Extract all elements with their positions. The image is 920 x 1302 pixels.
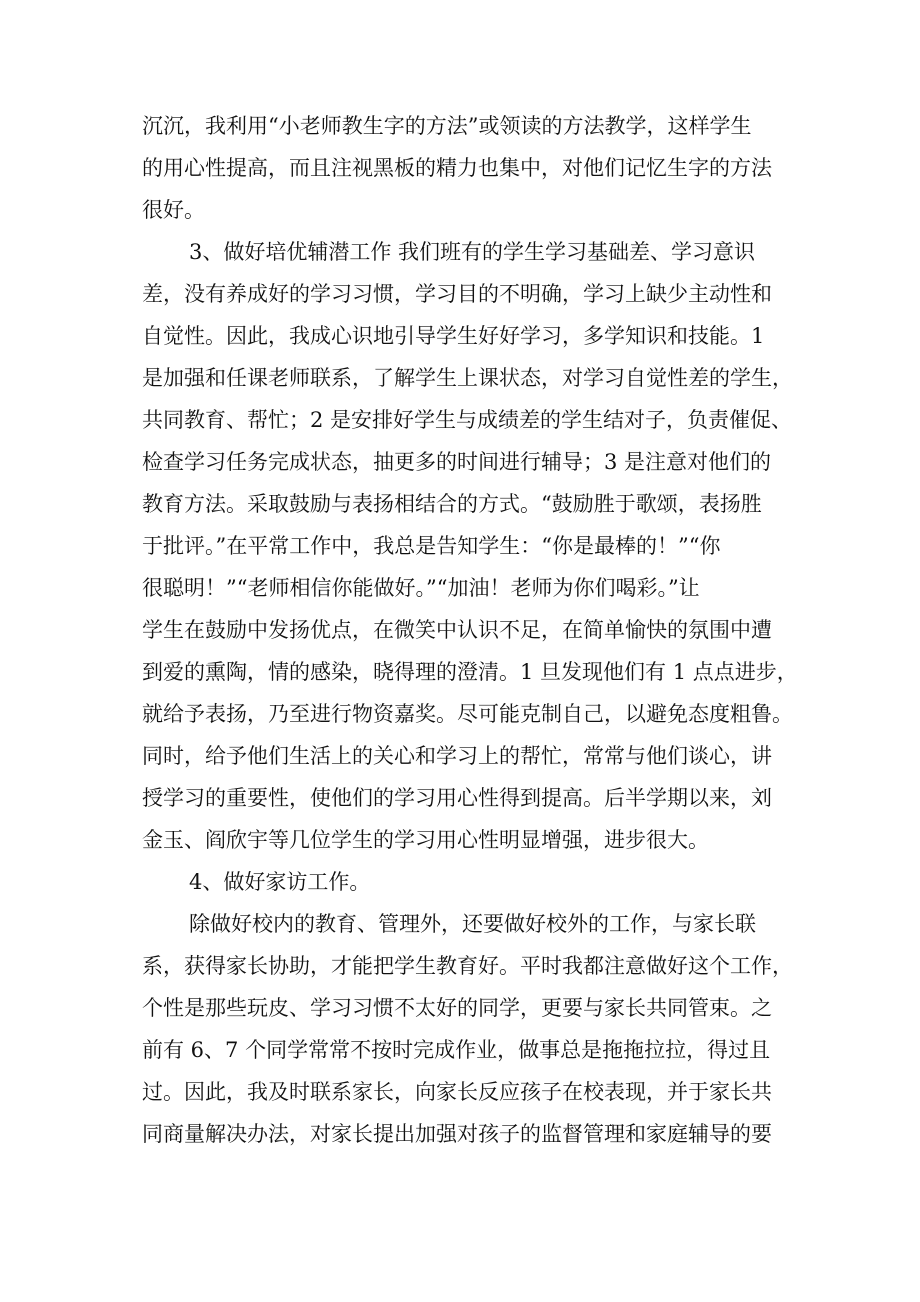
text-line: 很聪明！”“老师相信你能做好。”“加油！老师为你们喝彩。”让 (142, 576, 700, 600)
text-line: 4、做好家访工作。 (189, 870, 371, 894)
text-line: 个性是那些玩皮、学习习惯不太好的同学，更要与家长共同管束。之 (142, 996, 772, 1020)
text-line: 于批评。”在平常工作中，我总是告知学生：“你是最棒的！”“你 (142, 534, 721, 558)
text-line: 很好。 (142, 198, 205, 222)
text-line: 学生在鼓励中发扬优点，在微笑中认识不足，在简单愉快的氛围中遭 (142, 618, 772, 642)
text-line: 前有 6、7 个同学常常不按时完成作业，做事总是拖拖拉拉，得过且 (142, 1038, 771, 1062)
text-line: 的用心性提高，而且注视黑板的精力也集中，对他们记忆生字的方法 (142, 156, 772, 180)
text-line: 过。因此，我及时联系家长，向家长反应孩子在校表现，并于家长共 (142, 1080, 772, 1104)
text-line: 沉沉，我利用“小老师教生字的方法”或领读的方法教学，这样学生 (142, 114, 752, 138)
text-line: 金玉、阎欣宇等几位学生的学习用心性明显增强，进步很大。 (142, 828, 709, 852)
text-line: 同商量解决办法，对家长提出加强对孩子的监督管理和家庭辅导的要 (142, 1122, 772, 1146)
text-line: 自觉性。因此，我成心识地引导学生好好学习，多学知识和技能。1 (142, 324, 765, 348)
text-line: 是加强和任课老师联系，了解学生上课状态，对学习自觉性差的学生， (142, 366, 793, 390)
text-line: 就给予表扬，乃至进行物资嘉奖。尽可能克制自己，以避免态度粗鲁。 (142, 702, 793, 726)
text-line: 到爱的熏陶，情的感染，晓得理的澄清。1 旦发现他们有 1 点点进步， (142, 660, 798, 684)
text-line: 除做好校内的教育、管理外，还要做好校外的工作，与家长联 (189, 912, 756, 936)
text-line: 共同教育、帮忙；2 是安排好学生与成绩差的学生结对子，负责催促、 (142, 408, 793, 432)
text-line: 授学习的重要性，使他们的学习用心性得到提高。后半学期以来，刘 (142, 786, 772, 810)
text-line: 检查学习任务完成状态，抽更多的时间进行辅导；3 是注意对他们的 (142, 450, 772, 474)
text-line: 教育方法。采取鼓励与表扬相结合的方式。“鼓励胜于歌颂，表扬胜 (142, 492, 762, 516)
text-line: 差，没有养成好的学习习惯，学习目的不明确，学习上缺少主动性和 (142, 282, 772, 306)
text-line: 同时，给予他们生活上的关心和学习上的帮忙，常常与他们谈心，讲 (142, 744, 772, 768)
text-line: 系，获得家长协助，才能把学生教育好。平时我都注意做好这个工作， (142, 954, 793, 978)
text-line: 3、做好培优辅潜工作 我们班有的学生学习基础差、学习意识 (189, 240, 756, 264)
